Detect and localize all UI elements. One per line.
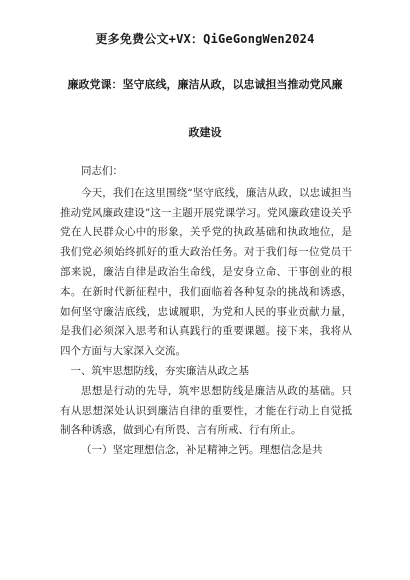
paragraph-section-1: 思想是行动的先导，筑牢思想防线是廉洁从政的基础。只有从思想深处认识到廉洁自律的重要性，才能在行动上自觉抵制各种诱惑，做到心有所畏、言有所戒、行有所止。 bbox=[60, 384, 352, 437]
document-title-line-1: 廉政党课：坚守底线，廉洁从政，以忠诚担当推动党风廉 bbox=[67, 78, 343, 91]
paragraph-intro: 今天，我们在这里围绕“坚守底线，廉洁从政，以忠诚担当推动党风廉政建设”这一主题开展党课学习。党风廉政建设关乎党在人民群众心中的形象，关乎党的执政基础和执政地位，是我们党必须始终抓好的重大政治任务。对于我们每一位党员干部来说，廉洁自律是政治生命线，是安身立命、干事创业的根本。在新时代新征程中，我们面临着各种复杂的挑战和诱惑，如何坚守廉洁底线，忠诚履职，为党和人民的事业贡献力量，是我们必须深入思考和认真践行的重要课题。接下来，我将从四个方面与大家深入交流。 bbox=[60, 186, 352, 358]
section-heading-1: 一、筑牢思想防线，夯实廉洁从政之基 bbox=[70, 364, 249, 377]
salutation: 同志们： bbox=[81, 165, 123, 177]
document-title-line-2: 政建设 bbox=[188, 126, 222, 139]
document-body bbox=[60, 162, 352, 461]
sub-heading-1: （一）坚定理想信念，补足精神之钙。理想信念是共 bbox=[81, 444, 323, 457]
page-header: 更多免费公文+VX：QiGeGongWen2024 bbox=[95, 32, 315, 46]
